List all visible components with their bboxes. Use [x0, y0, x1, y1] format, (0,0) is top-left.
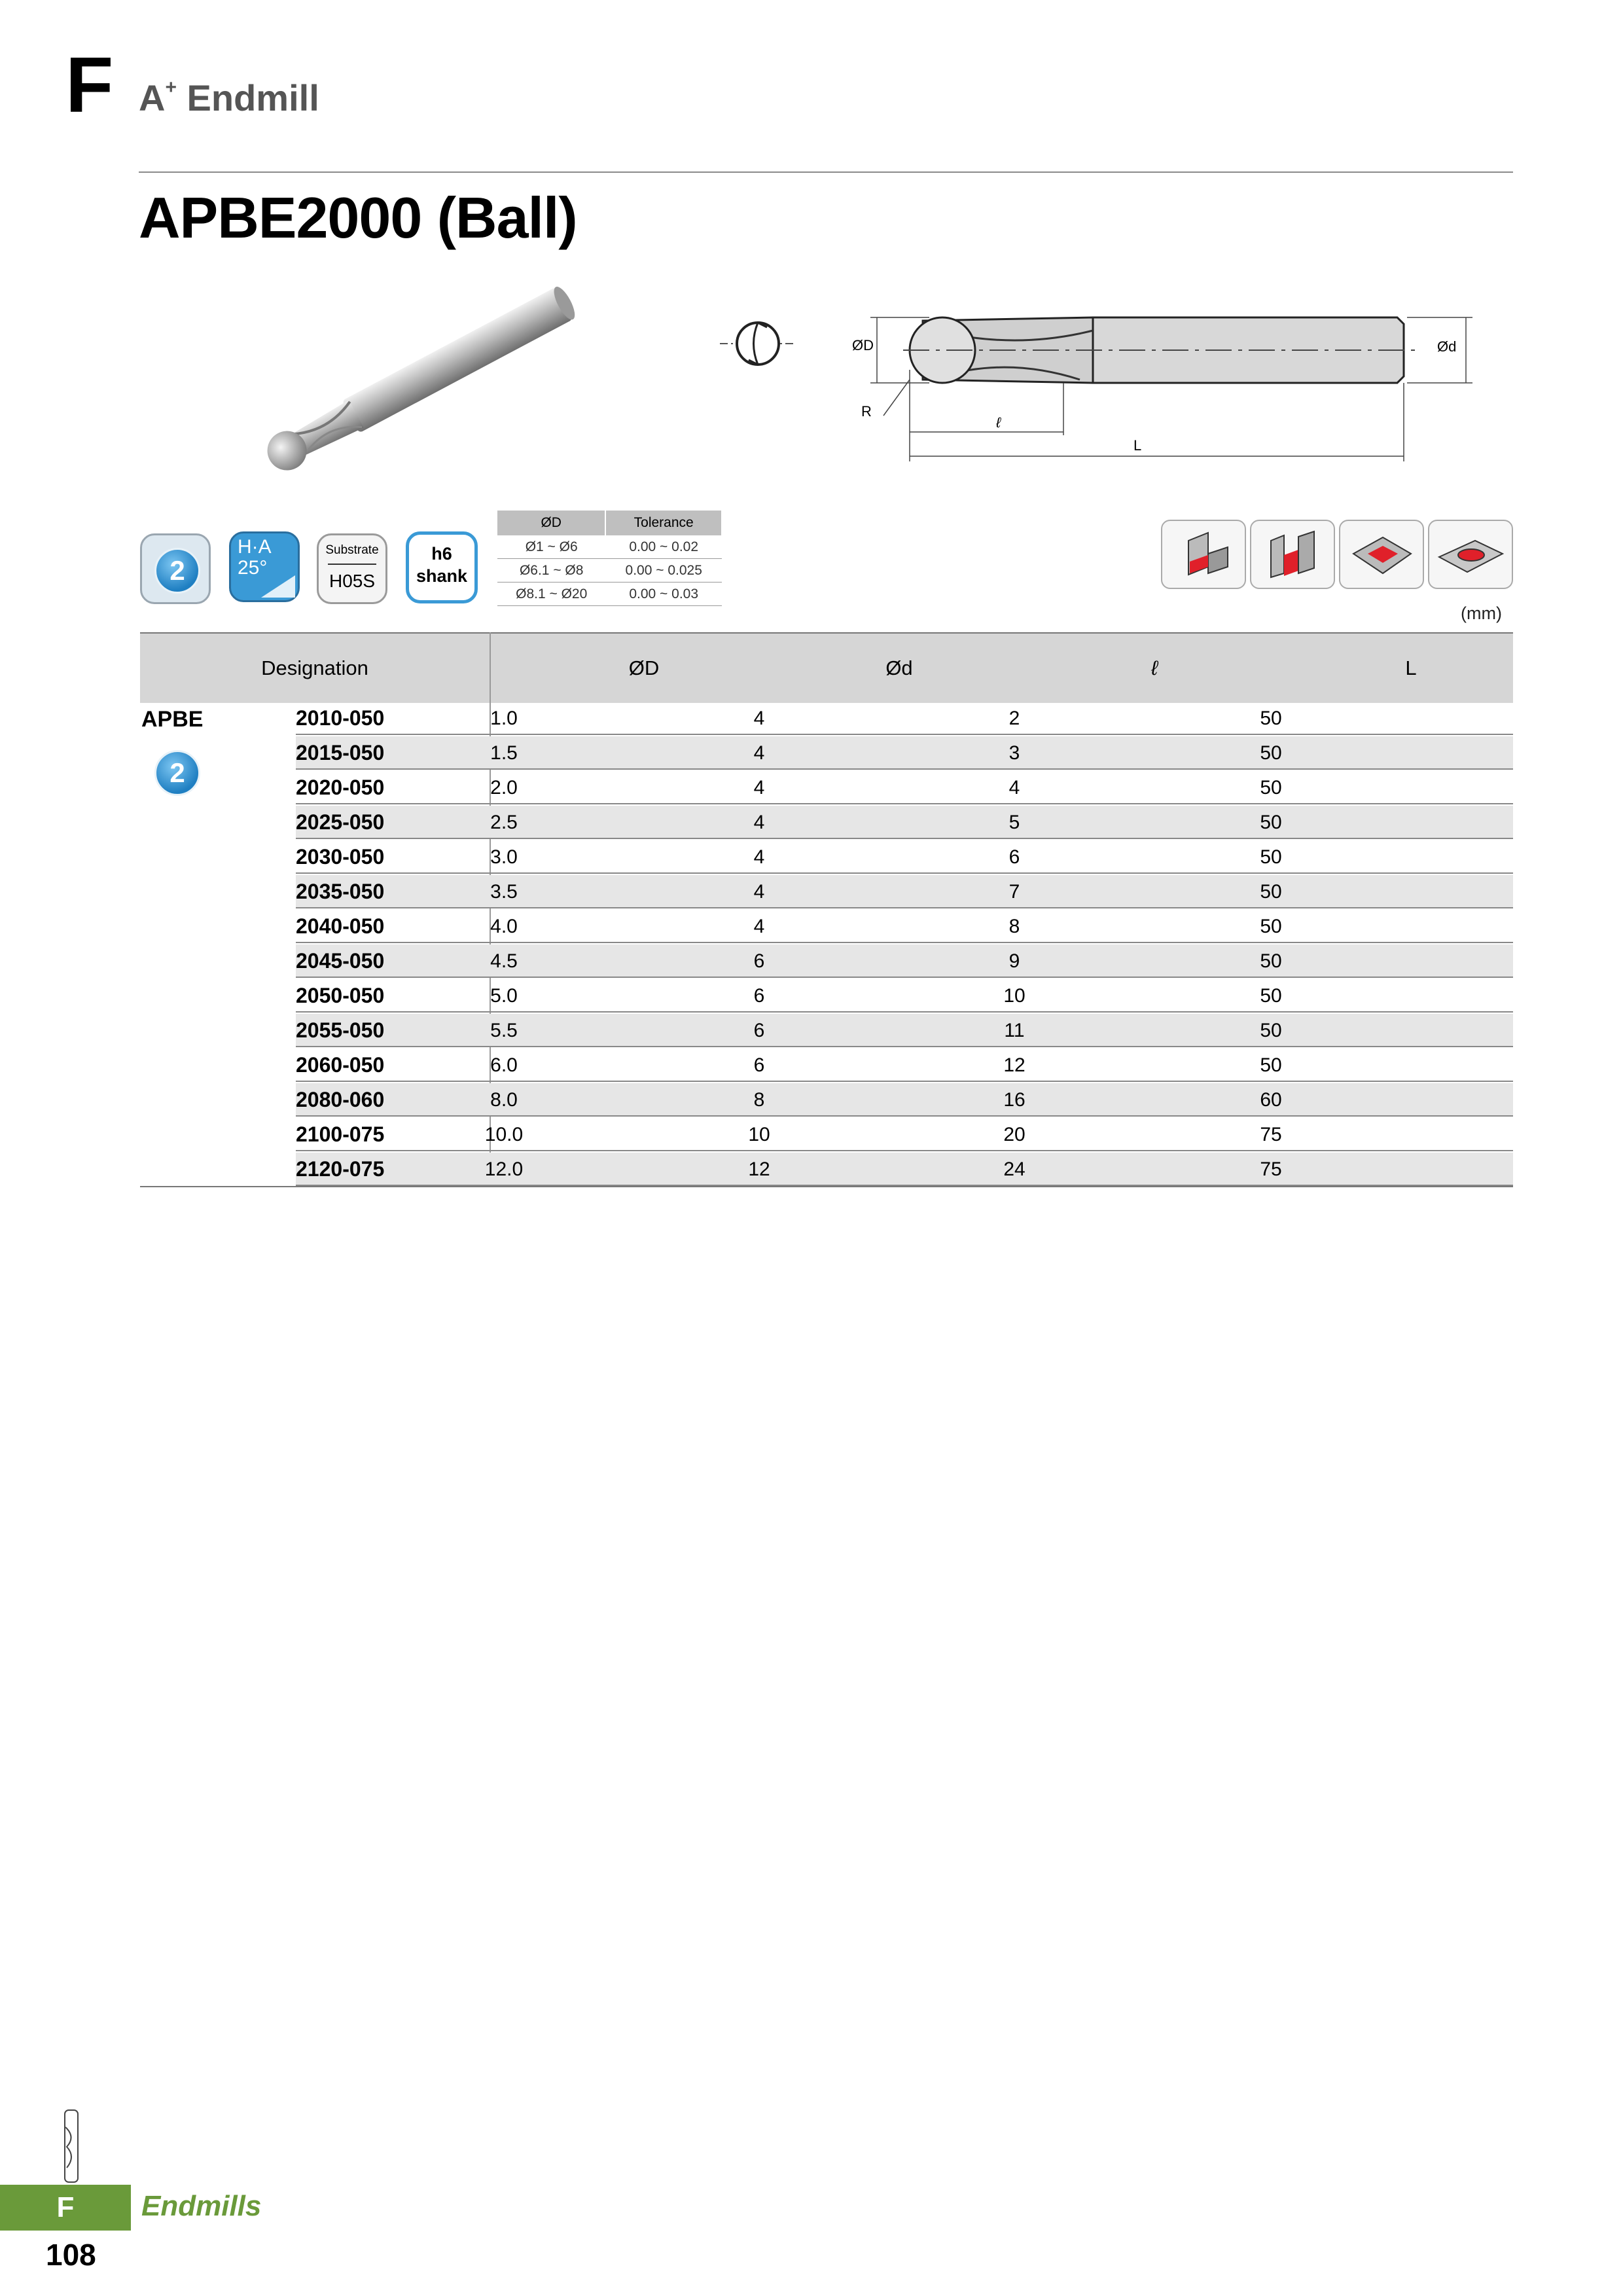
designation-cell: 2060-050 [296, 1053, 385, 1077]
d-cell: 4 [753, 812, 765, 833]
d-cell: 4 [753, 742, 765, 764]
D-cell: 3.0 [490, 846, 518, 868]
designation-cell: 2120-075 [296, 1157, 385, 1181]
header-D: ØD [628, 656, 660, 679]
substrate-value: H05S [329, 571, 376, 591]
tolerance-value: 0.00 ~ 0.025 [605, 559, 722, 583]
dim-label-R: R [861, 403, 872, 420]
L-cell: 50 [1260, 985, 1282, 1007]
header-l: ℓ [1150, 656, 1158, 679]
designation-cell: 2080-060 [296, 1088, 385, 1111]
unit-label: (mm) [1461, 603, 1502, 623]
l-cell: 20 [1003, 1124, 1026, 1145]
table-row [296, 840, 1513, 874]
l-cell: 2 [1008, 708, 1020, 729]
L-cell: 75 [1260, 1158, 1282, 1180]
dimension-drawing [844, 304, 1472, 468]
l-cell: 24 [1003, 1158, 1026, 1180]
d-cell: 4 [753, 708, 765, 729]
l-cell: 3 [1008, 742, 1020, 764]
D-cell: 5.0 [490, 985, 518, 1007]
D-cell: 8.0 [490, 1089, 518, 1111]
tolerance-table [497, 511, 722, 606]
D-cell: 3.5 [490, 881, 518, 903]
header-designation: Designation [261, 656, 368, 679]
section-title-sup: + [165, 77, 177, 99]
d-cell: 4 [753, 777, 765, 798]
table-row [296, 1083, 1513, 1117]
product-title: APBE2000 (Ball) [139, 185, 577, 250]
designation-cell: 2050-050 [296, 984, 385, 1007]
dim-label-L: L [1133, 437, 1142, 454]
D-cell: 4.5 [490, 950, 518, 972]
footer-section-label: Endmills [141, 2190, 262, 2222]
helix-angle-label: H·A [238, 536, 272, 558]
tolerance-row [497, 535, 722, 559]
section-title [139, 77, 319, 118]
d-cell: 6 [753, 1020, 765, 1041]
table-row [296, 702, 1513, 735]
header-divider [139, 171, 1513, 173]
l-cell: 5 [1008, 812, 1020, 833]
D-cell: 1.5 [490, 742, 518, 764]
D-cell: 2.5 [490, 812, 518, 833]
designation-cell: 2045-050 [296, 949, 385, 973]
l-cell: 12 [1003, 1054, 1026, 1076]
L-cell: 50 [1260, 742, 1282, 764]
d-cell: 6 [753, 1054, 765, 1076]
table-row [296, 736, 1513, 770]
D-cell: 2.0 [490, 777, 518, 798]
application-pocket-icon [1339, 520, 1424, 589]
L-cell: 50 [1260, 881, 1282, 903]
L-cell: 50 [1260, 708, 1282, 729]
D-cell: 4.0 [490, 916, 518, 937]
L-cell: 50 [1260, 846, 1282, 868]
l-cell: 10 [1003, 985, 1026, 1007]
designation-cell: 2055-050 [296, 1018, 385, 1042]
l-cell: 6 [1008, 846, 1020, 868]
table-row [296, 1014, 1513, 1047]
shank-tolerance-icon [406, 531, 478, 603]
tolerance-range: Ø6.1 ~ Ø8 [497, 559, 605, 583]
tolerance-row [497, 559, 722, 583]
L-cell: 50 [1260, 777, 1282, 798]
tolerance-row [497, 583, 722, 606]
shank-line1: h6 [431, 544, 452, 564]
dim-label-l: ℓ [996, 414, 1001, 431]
L-cell: 50 [1260, 812, 1282, 833]
substrate-icon [317, 533, 387, 604]
l-cell: 16 [1003, 1089, 1026, 1111]
D-cell: 5.5 [490, 1020, 518, 1041]
d-cell: 12 [748, 1158, 770, 1180]
table-row [296, 944, 1513, 978]
designation-cell: 2100-075 [296, 1122, 385, 1146]
l-cell: 4 [1008, 777, 1020, 798]
footer-section-tab: F [0, 2185, 131, 2231]
header-d: Ød [885, 656, 913, 679]
D-cell: 12.0 [484, 1158, 524, 1180]
helix-angle-icon [229, 531, 300, 602]
l-cell: 8 [1008, 916, 1020, 937]
table-header-row [140, 632, 1513, 703]
l-cell: 9 [1008, 950, 1020, 972]
helix-angle-value: 25° [238, 557, 268, 579]
designation-cell: 2010-050 [296, 706, 385, 730]
designation-cell: 2020-050 [296, 776, 385, 799]
tolerance-header-tol: Tolerance [605, 511, 722, 535]
L-cell: 50 [1260, 1054, 1282, 1076]
L-cell: 60 [1260, 1089, 1282, 1111]
L-cell: 50 [1260, 1020, 1282, 1041]
substrate-label: Substrate [325, 543, 379, 557]
section-title-rest: Endmill [176, 77, 319, 118]
d-cell: 8 [753, 1089, 765, 1111]
L-cell: 50 [1260, 916, 1282, 937]
flute-count-badge: 2 [154, 548, 200, 594]
table-row [296, 806, 1513, 839]
page-number: 108 [46, 2238, 96, 2272]
d-cell: 6 [753, 950, 765, 972]
tolerance-header-row [497, 511, 722, 535]
D-cell: 6.0 [490, 1054, 518, 1076]
application-slot-icon [1250, 520, 1335, 589]
table-row [296, 979, 1513, 1013]
end-view-drawing [720, 308, 798, 380]
l-cell: 11 [1004, 1020, 1025, 1041]
endmill-tab-icon [56, 2108, 86, 2185]
section-letter: F [65, 41, 114, 129]
header-L: L [1405, 656, 1417, 679]
designation-cell: 2015-050 [296, 741, 385, 764]
shank-line2: shank [416, 566, 468, 586]
section-title-main: A [139, 77, 166, 118]
L-cell: 50 [1260, 950, 1282, 972]
designation-cell: 2035-050 [296, 880, 385, 903]
tolerance-value: 0.00 ~ 0.02 [605, 535, 722, 559]
tolerance-range: Ø8.1 ~ Ø20 [497, 583, 605, 606]
d-cell: 4 [753, 916, 765, 937]
L-cell: 75 [1260, 1124, 1282, 1145]
table-row [296, 1118, 1513, 1151]
series-flute-badge: 2 [154, 750, 200, 796]
application-shoulder-icon [1161, 520, 1246, 589]
tolerance-range: Ø1 ~ Ø6 [497, 535, 605, 559]
d-cell: 6 [753, 985, 765, 1007]
flute-count-icon [140, 533, 211, 604]
d-cell: 4 [753, 881, 765, 903]
table-row [296, 771, 1513, 804]
designation-cell: 2030-050 [296, 845, 385, 869]
d-cell: 10 [748, 1124, 770, 1145]
application-plunge-icon [1428, 520, 1513, 589]
tolerance-value: 0.00 ~ 0.03 [605, 583, 722, 606]
table-row [296, 875, 1513, 908]
dim-label-d: Ød [1437, 338, 1457, 355]
table-row [296, 1049, 1513, 1082]
designation-cell: 2040-050 [296, 914, 385, 938]
d-cell: 4 [753, 846, 765, 868]
D-cell: 10.0 [484, 1124, 524, 1145]
series-label: APBE [141, 707, 204, 732]
tolerance-header-d: ØD [497, 511, 605, 535]
designation-cell: 2025-050 [296, 810, 385, 834]
endmill-photo [242, 281, 609, 471]
table-row [296, 1153, 1513, 1186]
table-row [296, 910, 1513, 943]
l-cell: 7 [1008, 881, 1020, 903]
D-cell: 1.0 [490, 708, 518, 729]
dim-label-D: ØD [852, 337, 874, 353]
